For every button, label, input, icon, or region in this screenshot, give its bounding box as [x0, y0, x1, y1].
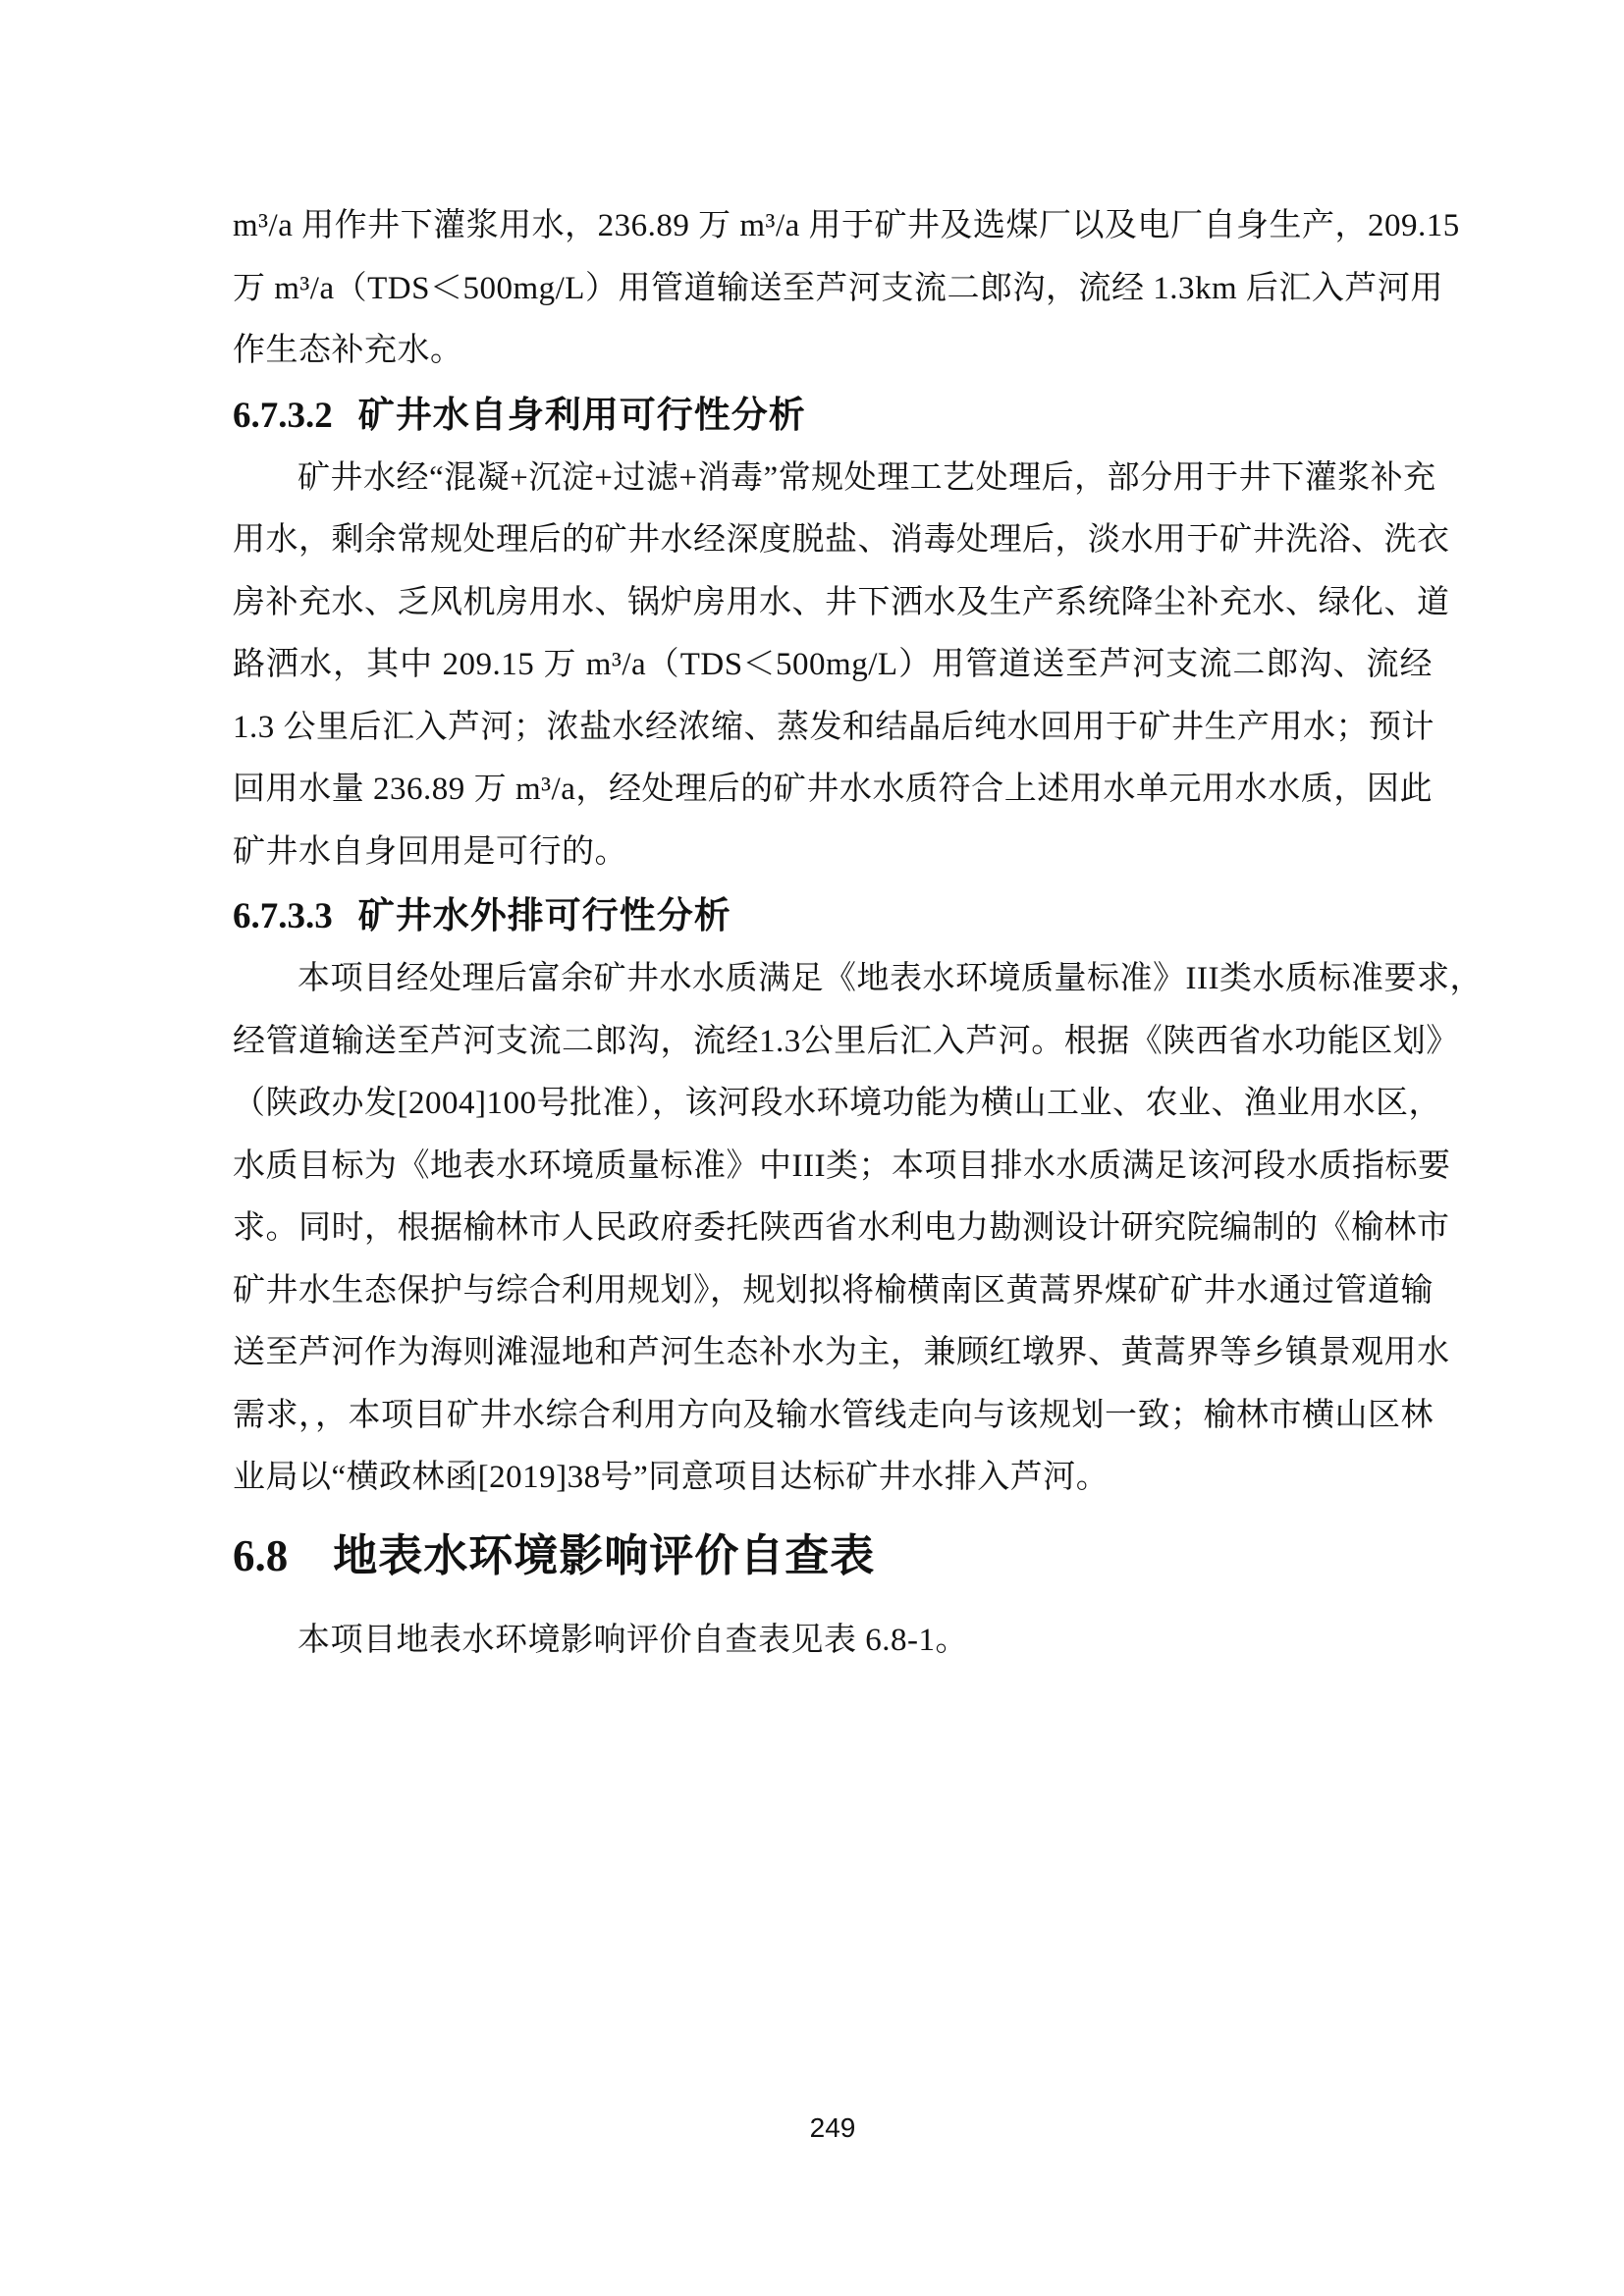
- body-line: 矿井水生态保护与综合利用规划》，规划拟将榆横南区黄蒿界煤矿矿井水通过管道输: [233, 1272, 1434, 1308]
- body-line: 路洒水，其中 209.15 万 m³/a（TDS＜500mg/L）用管道送至芦河支流二郎沟、流经: [233, 647, 1433, 682]
- heading-title: 地表水环境影响评价自查表: [333, 1529, 876, 1580]
- heading-title: 矿井水外排可行性分析: [357, 895, 731, 935]
- body-line: 需求，，本项目矿井水综合利用方向及输水管线走向与该规划一致；榆林市横山区林: [233, 1397, 1434, 1433]
- body-line: 送至芦河作为海则滩湿地和芦河生态补水为主，兼顾红墩界、黄蒿界等乡镇景观用水: [233, 1335, 1450, 1370]
- body-line: 万 m³/a（TDS＜500mg/L）用管道输送至芦河支流二郎沟，流经 1.3km 后汇入芦河用: [233, 270, 1443, 306]
- body-line: 本项目地表水环境影响评价自查表见表 6.8-1。: [298, 1622, 968, 1658]
- heading-number: 6.8: [233, 1530, 289, 1580]
- section-heading-6-7-3-2: [233, 383, 1433, 448]
- section-heading-6-8: [233, 1523, 1433, 1588]
- body-line: （陕政办发[2004]100号批准），该河段水环境功能为横山工业、农业、渔业用水区，: [233, 1086, 1441, 1121]
- body-line: 经管道输送至芦河支流二郎沟，流经1.3公里后汇入芦河。根据《陕西省水功能区划》: [233, 1023, 1459, 1059]
- body-line: 回用水量 236.89 万 m³/a，经处理后的矿井水水质符合上述用水单元用水水质，因此: [233, 772, 1433, 807]
- page-number: 249: [809, 2112, 856, 2143]
- body-line: 本项目经处理后富余矿井水水质满足《地表水环境质量标准》III类水质标准要求，: [298, 961, 1483, 996]
- body-line: m³/a 用作井下灌浆用水，236.89 万 m³/a 用于矿井及选煤厂以及电厂自身生产，209.15: [233, 208, 1460, 243]
- heading-number: 6.7.3.2: [233, 395, 333, 436]
- body-line: 水质目标为《地表水环境质量标准》中III类；本项目排水水质满足该河段水质指标要: [233, 1148, 1451, 1184]
- continuation-paragraph: [233, 195, 1460, 383]
- text-block: [233, 195, 1483, 1672]
- body-line: 用水，剩余常规处理后的矿井水经深度脱盐、消毒处理后，淡水用于矿井洗浴、洗衣: [233, 522, 1450, 558]
- body-line: 1.3 公里后汇入芦河；浓盐水经浓缩、蒸发和结晶后纯水回用于矿井生产用水；预计: [233, 709, 1435, 745]
- heading-number: 6.7.3.3: [233, 896, 333, 936]
- body-line: 房补充水、乏风机房用水、锅炉房用水、井下洒水及生产系统降尘补充水、绿化、道: [233, 584, 1450, 620]
- section-6-7-3-2-paragraph: [233, 448, 1450, 884]
- section-6-7-3-3-paragraph: [233, 948, 1483, 1510]
- body-line: 矿井水自身回用是可行的。: [233, 833, 627, 870]
- body-line: 求。同时，根据榆林市人民政府委托陕西省水利电力勘测设计研究院编制的《榆林市: [233, 1210, 1450, 1246]
- body-line: 矿井水经“混凝+沉淀+过滤+消毒”常规处理工艺处理后，部分用于井下灌浆补充: [298, 459, 1436, 496]
- section-heading-6-7-3-3: [233, 883, 1433, 948]
- heading-title: 矿井水自身利用可行性分析: [357, 394, 806, 435]
- body-line: 业局以“横政林函[2019]38号”同意项目达标矿井水排入芦河。: [233, 1460, 1110, 1495]
- body-line: 作生态补充水。: [233, 333, 463, 368]
- section-6-8-paragraph: [233, 1610, 1433, 1673]
